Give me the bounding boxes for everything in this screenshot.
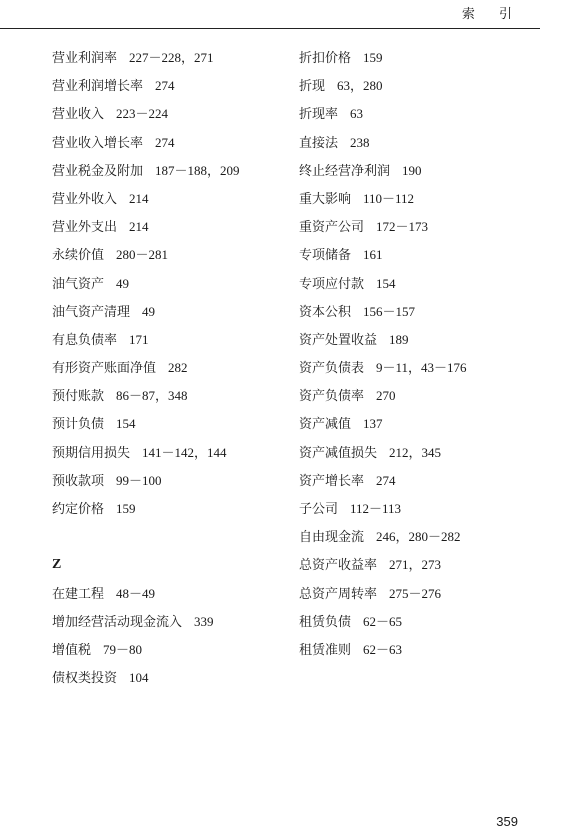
index-pages: 161 [363, 247, 383, 263]
index-entry [299, 129, 559, 157]
index-entry [299, 467, 559, 495]
index-pages: 214 [129, 190, 149, 206]
index-term: 重大影响 [299, 191, 352, 207]
index-term: 资产处置收益 [299, 332, 378, 348]
index-pages: 159 [116, 501, 136, 516]
index-pages: 187－188，209 [155, 162, 240, 178]
index-entry [52, 410, 282, 438]
index-pages: 110－112 [363, 190, 415, 206]
index-term: 有息负债率 [52, 332, 118, 348]
index-pages: 49 [116, 275, 130, 291]
index-pages: 79－80 [103, 641, 143, 657]
index-pages: 282 [168, 360, 188, 376]
index-entry [299, 241, 559, 269]
index-entry [299, 608, 559, 636]
index-term: 折扣价格 [299, 51, 352, 66]
index-pages: 274 [376, 472, 396, 488]
index-term: 预期信用损失 [52, 445, 131, 461]
index-entry [52, 129, 282, 157]
index-term: 资产增长率 [299, 473, 365, 489]
index-entry [299, 523, 559, 551]
index-entry [52, 213, 282, 241]
index-pages: 214 [129, 219, 149, 235]
index-pages: 48－49 [116, 585, 156, 601]
index-pages: 63，280 [337, 78, 383, 94]
index-entry [52, 72, 282, 100]
index-entry [52, 382, 282, 410]
index-entry [299, 551, 559, 579]
index-entry [52, 157, 282, 185]
index-term: 子公司 [299, 502, 339, 517]
index-entry [52, 580, 282, 608]
index-term: 预付账款 [52, 389, 105, 405]
index-term: 资产负债率 [299, 389, 365, 405]
index-pages: 104 [129, 670, 149, 686]
index-term: 增加经营活动现金流入 [52, 614, 183, 630]
index-pages: 223－224 [116, 106, 169, 122]
index-term: 资本公积 [299, 304, 352, 320]
section-letter: Z [52, 557, 62, 573]
index-term: 营业利润增长率 [52, 79, 144, 95]
index-column-right [299, 44, 559, 664]
index-entry [52, 495, 282, 523]
header-title: 索 引 [461, 7, 522, 22]
index-pages: 112－113 [350, 501, 402, 516]
index-entry [299, 44, 559, 72]
index-term: 营业收入 [52, 107, 105, 123]
index-entry [299, 270, 559, 298]
index-term: 专项储备 [299, 248, 352, 264]
index-pages: 99－100 [116, 472, 162, 488]
index-column-left [52, 44, 282, 692]
index-pages: 63 [350, 106, 364, 122]
index-term: 预收款项 [52, 473, 105, 489]
index-entry [299, 185, 559, 213]
index-entry [52, 185, 282, 213]
index-pages: 238 [350, 134, 370, 150]
index-pages: 275－276 [389, 585, 442, 601]
index-term: 油气资产 [52, 276, 105, 292]
index-term: 专项应付款 [299, 276, 365, 292]
index-entry [52, 439, 282, 467]
index-term: 在建工程 [52, 586, 105, 602]
index-pages: 86－87，348 [116, 388, 188, 404]
index-term: 约定价格 [52, 502, 105, 517]
index-entry [299, 439, 559, 467]
index-term: 租赁负债 [299, 614, 352, 630]
index-pages: 156－157 [363, 303, 416, 319]
index-pages: 9－11，43－176 [376, 360, 467, 376]
index-pages: 274 [155, 78, 175, 94]
index-pages: 190 [402, 162, 422, 178]
index-term: 资产负债表 [299, 361, 365, 377]
index-term: 资产减值 [299, 417, 352, 433]
index-term: 直接法 [299, 135, 339, 151]
index-term: 自由现金流 [299, 530, 365, 546]
index-term: 营业外支出 [52, 220, 118, 236]
index-term: 油气资产清理 [52, 304, 131, 320]
index-term: 营业收入增长率 [52, 135, 144, 151]
index-pages: 154 [116, 416, 136, 432]
index-pages: 141－142，144 [142, 444, 227, 460]
index-entry [52, 44, 282, 72]
index-entry [299, 326, 559, 354]
index-pages: 62－63 [363, 641, 403, 657]
index-pages: 212，345 [389, 444, 442, 460]
index-pages: 171 [129, 331, 149, 347]
index-pages: 274 [155, 134, 175, 150]
index-pages: 172－173 [376, 219, 429, 235]
index-entry [52, 664, 282, 692]
index-pages: 159 [363, 50, 383, 65]
index-entry [299, 157, 559, 185]
index-entry [52, 270, 282, 298]
header-rule [0, 28, 540, 29]
index-term: 终止经营净利润 [299, 163, 391, 179]
index-term: 有形资产账面净值 [52, 361, 157, 377]
index-pages: 189 [389, 331, 409, 347]
index-term: 重资产公司 [299, 220, 365, 236]
index-entry [52, 298, 282, 326]
index-pages: 154 [376, 275, 396, 291]
index-term: 资产减值损失 [299, 445, 378, 461]
index-entry [52, 354, 282, 382]
index-term: 永续价值 [52, 248, 105, 264]
index-term: 营业税金及附加 [52, 163, 144, 179]
index-entry [299, 636, 559, 664]
index-pages: 246，280－282 [376, 529, 461, 545]
index-term: 折现率 [299, 107, 339, 123]
index-pages: 49 [142, 303, 156, 319]
index-entry [299, 410, 559, 438]
index-term: 债权类投资 [52, 671, 118, 687]
index-entry [299, 354, 559, 382]
index-pages: 62－65 [363, 613, 403, 629]
index-entry [52, 467, 282, 495]
index-term: 租赁准则 [299, 642, 352, 658]
index-entry [299, 382, 559, 410]
index-entry [299, 495, 559, 523]
index-entry [52, 326, 282, 354]
index-entry [299, 580, 559, 608]
index-entry [52, 636, 282, 664]
index-term: 折现 [299, 79, 326, 95]
index-pages: 339 [194, 613, 214, 629]
index-entry [52, 100, 282, 128]
index-term: 增值税 [52, 642, 92, 658]
page-number: 359 [496, 814, 518, 829]
index-pages: 270 [376, 388, 396, 404]
index-entry [52, 241, 282, 269]
index-pages: 227－228，271 [129, 50, 214, 65]
index-term: 总资产收益率 [299, 558, 378, 574]
index-term: 预计负债 [52, 417, 105, 433]
index-entry [299, 298, 559, 326]
index-term: 营业利润率 [52, 51, 118, 66]
index-term: 营业外收入 [52, 191, 118, 207]
index-entry [299, 100, 559, 128]
index-pages: 137 [363, 416, 383, 432]
index-entry [52, 608, 282, 636]
index-pages: 280－281 [116, 247, 169, 263]
index-entry [299, 72, 559, 100]
section-spacer [52, 523, 282, 551]
index-term: 总资产周转率 [299, 586, 378, 602]
index-entry [299, 213, 559, 241]
index-pages: 271，273 [389, 557, 442, 573]
